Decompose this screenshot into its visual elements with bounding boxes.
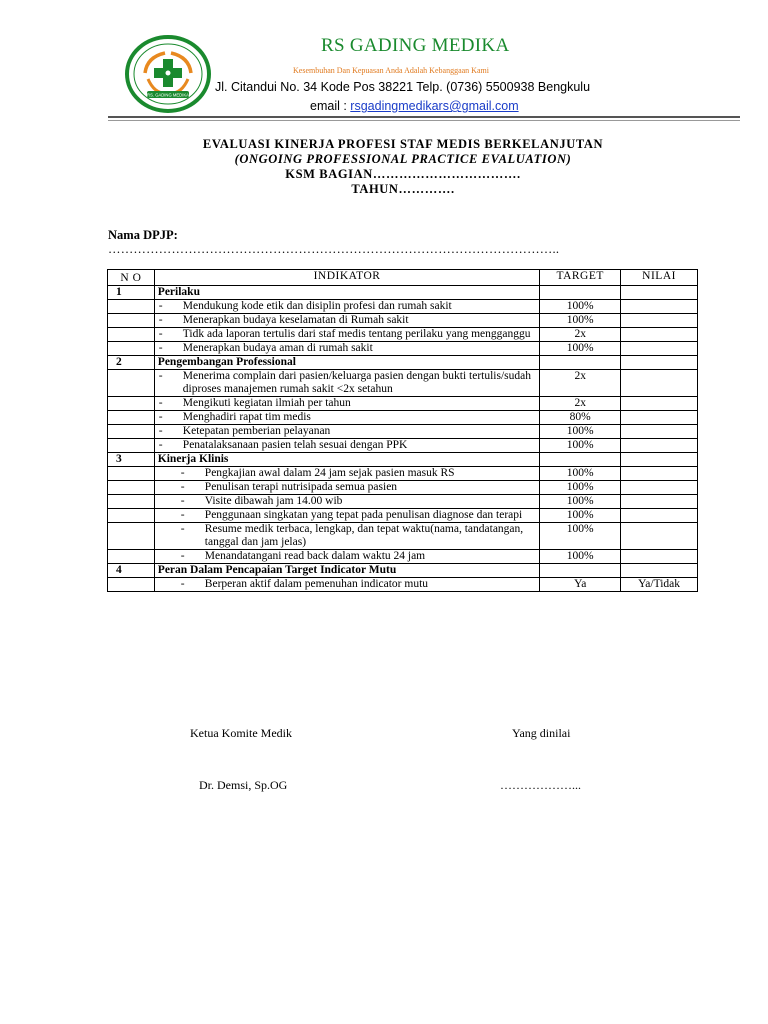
header-nilai: NILAI [621,270,698,286]
number-cell [108,495,155,509]
number-cell [108,425,155,439]
nilai-value[interactable] [621,439,698,453]
indikator-text: Resume medik terbaca, lengkap, dan tepat waktu(nama, tandatangan, tanggal dan jam jelas) [204,523,524,548]
bullet-dash: - [158,300,163,312]
target-value: 100% [540,439,621,453]
indikator-item [158,300,536,313]
indikator-cell [154,411,539,425]
indikator-item [158,411,536,424]
header-no [108,270,155,286]
table-row [108,495,698,509]
section-title: Peran Dalam Pencapaian Target Indicator Mutu [154,564,539,578]
hospital-tagline: Kesembuhan Dan Kepuasan Anda Adalah Kebanggaan Kami [293,66,489,75]
nilai-cell [621,286,698,300]
indikator-cell [154,509,539,523]
signature-left-title: Ketua Komite Medik [190,726,292,740]
nilai-value[interactable] [621,314,698,328]
nilai-cell [621,453,698,467]
indikator-item [158,342,536,355]
document-title: EVALUASI KINERJA PROFESI STAF MEDIS BERKELANJUTAN [202,137,604,151]
nilai-cell [621,564,698,578]
indikator-item [158,439,536,452]
number-cell [108,467,155,481]
table-row [108,578,698,592]
nilai-value[interactable] [621,300,698,314]
bullet-dash: - [180,509,185,521]
letterhead-divider [108,116,740,118]
evaluation-table [107,269,698,592]
number-cell [108,314,155,328]
nilai-value[interactable] [621,342,698,356]
bullet-dash: - [158,425,163,437]
hospital-name: RS GADING MEDIKA [321,35,510,56]
target-value: 100% [540,300,621,314]
nilai-value[interactable] [621,411,698,425]
target-value: 100% [540,509,621,523]
indikator-cell [154,397,539,411]
email-line [310,99,519,113]
email-label: email : [310,99,351,113]
bullet-dash: - [158,397,163,409]
nilai-value[interactable] [621,425,698,439]
table-row [108,550,698,564]
indikator-item [158,467,536,480]
indikator-cell [154,523,539,550]
indikator-text: Menerapkan budaya aman di rumah sakit [182,342,373,354]
indikator-cell [154,439,539,453]
header-no-text: N O [120,272,142,284]
letterhead-divider-thin [108,120,740,121]
indikator-text: Penulisan terapi nutrisipada semua pasien [204,481,398,493]
nilai-value[interactable] [621,328,698,342]
bullet-dash: - [180,467,185,479]
indikator-cell [154,314,539,328]
target-value: 2x [540,397,621,411]
table-row [108,509,698,523]
section-row [108,564,698,578]
table-row [108,439,698,453]
document-subtitle: (ONGOING PROFESSIONAL PRACTICE EVALUATION) [234,152,572,166]
target-value: 100% [540,314,621,328]
bullet-dash: - [158,314,163,326]
target-cell [540,564,621,578]
number-cell [108,550,155,564]
section-number: 1 [108,286,155,300]
number-cell [108,328,155,342]
svg-text:RS. GADING MEDIKA: RS. GADING MEDIKA [147,92,189,98]
indikator-text: Penggunaan singkatan yang tepat pada penulisan diagnose dan terapi [204,509,523,521]
table-row [108,370,698,397]
table-row [108,481,698,495]
indikator-text: Penatalaksanaan pasien telah sesuai dengan PPK [182,439,408,451]
tahun-line: TAHUN…………. [351,182,455,196]
target-value: Ya [540,578,621,592]
bullet-dash: - [158,411,163,423]
indikator-cell [154,328,539,342]
target-cell [540,453,621,467]
bullet-dash: - [180,550,185,562]
nilai-value[interactable] [621,509,698,523]
number-cell [108,300,155,314]
indikator-cell [154,425,539,439]
indikator-item [158,481,536,494]
header-target: TARGET [540,270,621,286]
section-number: 2 [108,356,155,370]
hospital-address: Jl. Citandui No. 34 Kode Pos 38221 Telp. (0736) 5500938 Bengkulu [215,80,591,94]
table-row [108,523,698,550]
indikator-text: Menghadiri rapat tim medis [182,411,311,423]
indikator-text: Pengkajian awal dalam 24 jam sejak pasien masuk RS [204,467,455,479]
indikator-cell [154,370,539,397]
number-cell [108,481,155,495]
indikator-cell [154,481,539,495]
target-value: 80% [540,411,621,425]
indikator-item [158,578,536,591]
section-title: Perilaku [154,286,539,300]
indikator-text: Menandatangani read back dalam waktu 24 jam [204,550,426,562]
section-title: Pengembangan Professional [154,356,539,370]
indikator-item [158,397,536,410]
indikator-cell [154,342,539,356]
indikator-item [158,314,536,327]
section-row [108,286,698,300]
table-row [108,328,698,342]
indikator-text: Ketepatan pemberian pelayanan [182,425,331,437]
table-header-row [108,270,698,286]
number-cell [108,411,155,425]
indikator-text: Berperan aktif dalam pemenuhan indicator mutu [204,578,429,590]
nilai-value[interactable]: Ya/Tidak [621,578,698,592]
number-cell [108,439,155,453]
number-cell [108,370,155,397]
header-indikator: INDIKATOR [154,270,539,286]
nilai-value[interactable] [621,467,698,481]
section-row [108,453,698,467]
indikator-text: Mengikuti kegiatan ilmiah per tahun [182,397,351,409]
bullet-dash: - [180,578,185,590]
nilai-value[interactable] [621,397,698,411]
indikator-item [158,370,536,396]
bullet-dash: - [158,370,163,382]
nilai-cell [621,356,698,370]
target-value: 100% [540,467,621,481]
number-cell [108,509,155,523]
nama-dpjp-blank: …………………………………………………………………………………………….. [108,242,560,256]
target-value: 100% [540,495,621,509]
table-row [108,342,698,356]
table-row [108,411,698,425]
number-cell [108,342,155,356]
bullet-dash: - [180,523,185,535]
bullet-dash: - [180,481,185,493]
target-value: 100% [540,550,621,564]
indikator-text: Visite dibawah jam 14.00 wib [204,495,343,507]
signature-left-name: Dr. Demsi, Sp.OG [199,778,288,792]
bullet-dash: - [158,342,163,354]
number-cell [108,523,155,550]
section-row [108,356,698,370]
nilai-value[interactable] [621,370,698,397]
target-value: 100% [540,342,621,356]
target-value: 2x [540,328,621,342]
table-row [108,467,698,481]
indikator-text: Menerapkan budaya keselamatan di Rumah sakit [182,314,409,326]
target-cell [540,286,621,300]
indikator-item [158,523,536,549]
table-row [108,300,698,314]
number-cell [108,397,155,411]
document-title-block [108,137,698,197]
bullet-dash: - [158,439,163,451]
target-cell [540,356,621,370]
table-row [108,425,698,439]
target-value: 100% [540,481,621,495]
indikator-item [158,509,536,522]
indikator-text: Mendukung kode etik dan disiplin profesi dan rumah sakit [182,300,452,312]
number-cell [108,578,155,592]
table-body [108,286,698,592]
indikator-item [158,495,536,508]
indikator-cell [154,578,539,592]
email-link[interactable]: rsgadingmedikars@gmail.com [350,99,519,113]
nilai-value[interactable] [621,495,698,509]
indikator-text: Tidk ada laporan tertulis dari staf medis tentang perilaku yang mengganggu [182,328,531,340]
target-value: 100% [540,425,621,439]
target-value: 100% [540,523,621,550]
ksm-bagian-line: KSM BAGIAN……………………………. [285,167,521,181]
table-row [108,314,698,328]
section-number: 4 [108,564,155,578]
hospital-logo [125,35,211,113]
section-title: Kinerja Klinis [154,453,539,467]
indikator-cell [154,467,539,481]
indikator-item [158,425,536,438]
indikator-cell [154,550,539,564]
target-value: 2x [540,370,621,397]
bullet-dash: - [180,495,185,507]
nilai-value[interactable] [621,550,698,564]
bullet-dash: - [158,328,163,340]
indikator-cell [154,300,539,314]
nilai-value[interactable] [621,481,698,495]
table-row [108,397,698,411]
indikator-cell [154,495,539,509]
signature-right-name: ………………... [500,778,581,792]
signature-right-title: Yang dinilai [512,726,571,740]
nama-dpjp-label: Nama DPJP: [108,228,178,242]
indikator-item [158,328,536,341]
section-number: 3 [108,453,155,467]
indikator-item [158,550,536,563]
nilai-value[interactable] [621,523,698,550]
indikator-text: Menerima complain dari pasien/keluarga pasien dengan bukti tertulis/sudah diproses manajemen rumah sakit <2x setahun [182,370,531,395]
